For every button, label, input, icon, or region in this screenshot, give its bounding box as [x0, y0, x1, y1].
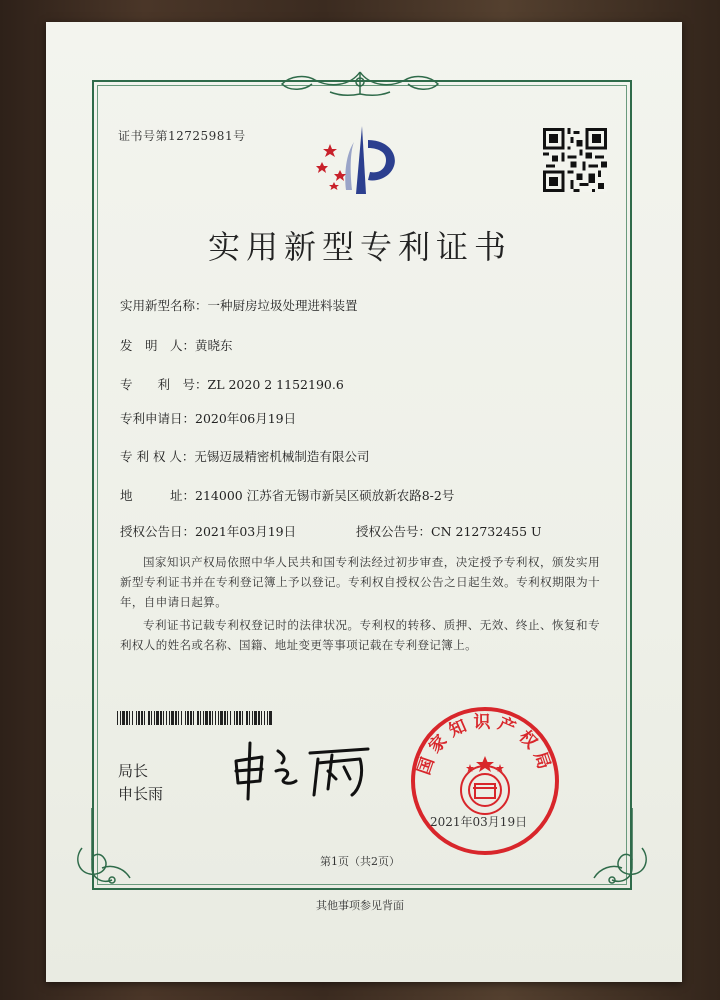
field-value: 2020年06月19日: [195, 411, 297, 426]
inventor-row: [120, 336, 233, 354]
cnipa-logo-icon: [310, 122, 410, 202]
field-label: 发 明 人：: [120, 338, 196, 353]
legal-paragraph-2: 专利证书记载专利权登记时的法律状况。专利权的转移、质押、无效、终止、恢复和专利权人的姓名或名称、国籍、地址变更等事项记载在专利登记簿上。: [120, 618, 600, 652]
director-signature: [228, 733, 378, 803]
field-value: 214000 江苏省无锡市新吴区硕放新农路8-2号: [195, 488, 455, 503]
field-label: 地 址：: [120, 488, 196, 503]
certificate-number: 证书号第12725981号: [118, 129, 246, 143]
bottom-right-ornament: [582, 808, 652, 888]
director-title: 局长: [118, 762, 149, 780]
official-seal: [408, 704, 562, 858]
patent-number-row: [120, 375, 344, 393]
address-row: [120, 486, 454, 504]
footer-note: 其他事项参见背面: [316, 899, 404, 912]
field-label: 专 利 号：: [120, 377, 208, 392]
field-label: 专 利 权 人：: [120, 449, 195, 464]
grant-number-row: [356, 522, 542, 540]
field-label: 实用新型名称：: [120, 298, 208, 313]
field-label: 授权公告日：: [120, 524, 196, 539]
patentee-row: [120, 447, 369, 465]
field-value: CN 212732455 U: [431, 524, 542, 539]
bottom-left-ornament: [72, 808, 142, 888]
utility-model-name-row: [120, 296, 358, 314]
director-name: 申长雨: [118, 785, 164, 803]
seal-text: 国家知识产权局: [414, 712, 556, 778]
legal-paragraph-1: 国家知识产权局依照中华人民共和国专利法经过初步审查，决定授予专利权，颁发实用新型专利证书并在专利登记簿上予以登记。专利权自授权公告之日起生效。专利权期限为十年，自申请日起算。: [120, 555, 600, 609]
grant-date-row: [120, 522, 296, 540]
field-label: 专利申请日：: [120, 411, 196, 426]
field-value: 无锡迈晟精密机械制造有限公司: [194, 449, 370, 464]
field-value: 2021年03月19日: [195, 524, 297, 539]
page-number: 第1页（共2页）: [320, 855, 400, 868]
field-value: 黄晓东: [195, 338, 233, 353]
seal-date: 2021年03月19日: [430, 815, 528, 829]
field-value: 一种厨房垃圾处理进料装置: [207, 298, 358, 313]
top-ornament: [270, 66, 450, 100]
barcode-icon: [117, 711, 275, 725]
field-value: ZL 2020 2 1152190.6: [207, 377, 344, 392]
certificate-title: 实用新型专利证书: [207, 228, 512, 266]
filing-date-row: [120, 409, 296, 427]
field-label: 授权公告号：: [356, 524, 432, 539]
qr-code-icon: [543, 128, 607, 192]
